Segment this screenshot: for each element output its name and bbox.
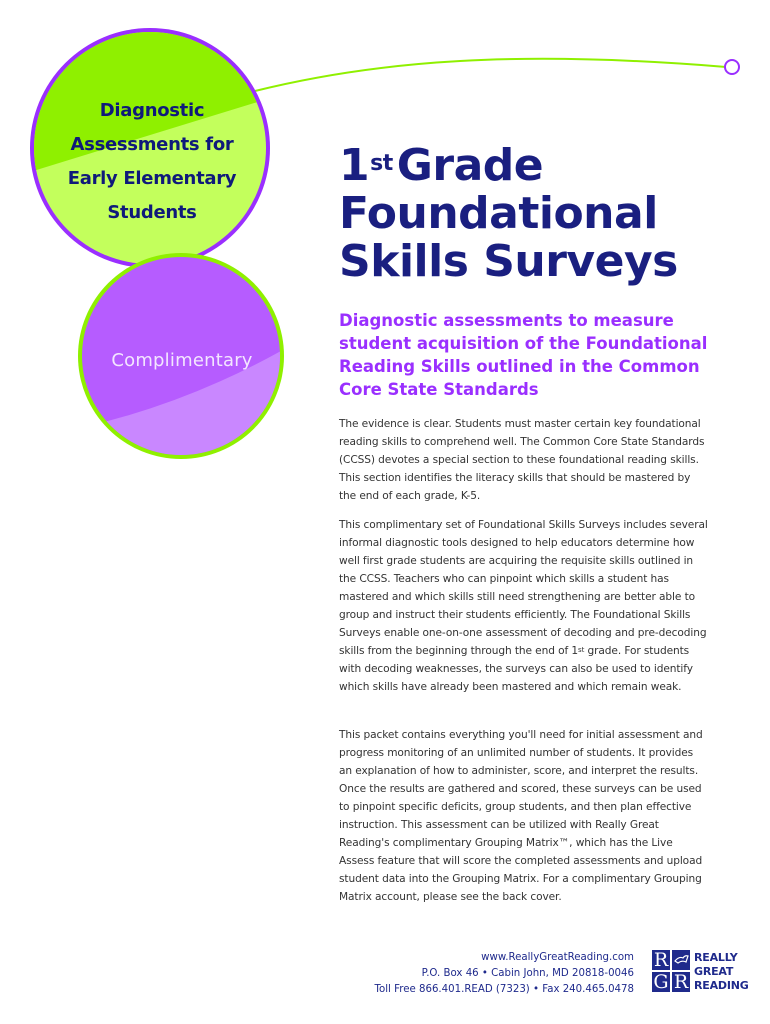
title-number: 1 xyxy=(339,140,370,191)
logo-word: REALLY xyxy=(694,951,738,964)
audience-line: Early Elementary xyxy=(67,168,237,189)
logo-cell-r: R xyxy=(653,949,669,971)
phone-fax: Toll Free 866.401.READ (7323) • Fax 240.465.0478 xyxy=(374,984,634,995)
paragraph-2-text-b: grade. For students with decoding weaknesses, the surveys can also be used to identify which skills have already been mastered and which remain weak. xyxy=(339,645,693,693)
audience-line: Students xyxy=(107,202,197,223)
audience-line: Assessments for xyxy=(70,134,234,155)
logo-cell-r2: R xyxy=(673,971,689,993)
complimentary-label: Complimentary xyxy=(111,350,253,371)
title-line-1 xyxy=(339,142,678,190)
logo-wordmark xyxy=(694,951,749,993)
logo-word: READING xyxy=(694,979,749,992)
title-line-3: Skills Surveys xyxy=(339,236,678,287)
contact-footer xyxy=(375,950,635,998)
body-paragraph-1: The evidence is clear. Students must master certain key foundational reading skills to comprehend well. The Common Core State Standards (CCSS) devotes a special section to these foundational reading skills. This section identifies the literacy skills that should be mastered by the end of each grade, K-5. xyxy=(339,418,705,502)
body-paragraph-3: This packet contains everything you'll need for initial assessment and progress monitoring of an unlimited number of students. It provides an explanation of how to administer, score, and interpret the results. Once the results are gathered and scored, these surveys can be used to pinpoint specific deficits, group students, and then plan effective instruction. This assessment can be utilized with Really Great Reading's complimentary Grouping Matrix™, which has the Live Assess feature that will score the completed assessments and upload student data into the Grouping Matrix. For a complimentary Grouping Matrix account, please see the back cover. xyxy=(339,729,703,903)
connector-end-ring-icon xyxy=(725,60,739,74)
audience-line: Diagnostic xyxy=(99,100,205,121)
paragraph-2-ordinal: st xyxy=(578,646,585,654)
logo-monogram xyxy=(652,950,690,992)
page-title xyxy=(339,142,678,286)
title-ordinal: st xyxy=(370,151,393,176)
really-great-reading-logo xyxy=(652,950,752,994)
logo-word: GREAT xyxy=(694,965,734,978)
connector-curve xyxy=(255,59,726,91)
body-paragraph-2 xyxy=(339,516,709,696)
subtitle: Diagnostic assessments to measure student acquisition of the Foundational Reading Skills outlined in the Common Core State Standards xyxy=(339,311,708,399)
title-grade: Grade xyxy=(396,140,544,191)
mailing-address: P.O. Box 46 • Cabin John, MD 20818-0046 xyxy=(421,968,634,979)
logo-cell-g: G xyxy=(653,971,669,993)
title-line-2: Foundational xyxy=(339,188,658,239)
paragraph-2-text-a: This complimentary set of Foundational Skills Surveys includes several informal diagnostic tools designed to help educators determine how well first grade students are acquiring the requisite skills outlined in the CCSS. Teachers who can pinpoint which skills a student has mastered and which skills still need strengthening are better able to group and instruct their students efficiently. The Foundational Skills Surveys enable one-on-one assessment of decoding and pre-decoding skills from the beginning through the end of 1 xyxy=(339,519,708,657)
logo-book-icon xyxy=(672,950,690,970)
audience-badge-text xyxy=(52,94,252,230)
website-link[interactable]: www.ReallyGreatReading.com xyxy=(481,952,634,963)
